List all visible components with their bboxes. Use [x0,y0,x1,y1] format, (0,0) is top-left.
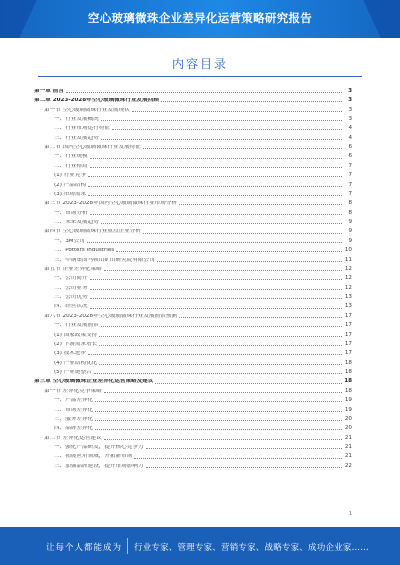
toc-entry-label: 三、服务差异化 [54,416,94,422]
toc-entry-page: 22 [344,462,352,469]
toc-entry-page: 4 [348,125,352,132]
toc-entry-page: 3 [348,106,352,113]
toc-entry-label: 二、行业格局 [54,163,88,169]
table-of-contents [34,85,352,469]
toc-entry-label: 第一节 空心玻璃微珠行业发展现状 [44,107,130,113]
toc-entry-page: 7 [348,181,352,188]
toc-entry-page: 12 [344,265,352,272]
toc-section-entry[interactable] [34,432,352,441]
toc-entry-label: (1) 行业竞争 [54,173,87,179]
toc-section-entry[interactable] [34,141,352,150]
toc-leader-dots [90,308,342,309]
toc-entry-label: 一、行业规模 [54,154,88,160]
toc-entry-label: 第三节 2023-2028年国内空心玻璃微珠行业市场分析 [44,201,177,207]
toc-entry-label: 二、行业市场运行特征 [54,126,110,132]
toc-subsection-entry[interactable] [34,282,352,291]
toc-entry-page: 6 [348,144,352,151]
toc-subsection-entry[interactable] [34,413,352,422]
toc-entry-label: 二、未来发展趋势 [54,220,99,226]
report-title: 空心玻璃微珠企业差异化运营策略研究报告 [87,11,313,25]
toc-subsection-entry[interactable] [34,338,352,347]
toc-entry-page: 20 [344,425,352,432]
toc-subsection-entry[interactable] [34,160,352,169]
toc-section-entry[interactable] [34,198,352,207]
toc-entry-page: 9 [348,237,352,244]
toc-entry-page: 18 [344,369,352,376]
toc-entry-label: 四、经营状况 [54,304,88,310]
toc-entry-page: 18 [344,387,352,394]
toc-entry-label: 第一章 前言 [34,88,64,94]
toc-leader-dots [90,289,342,290]
toc-leader-dots [146,467,342,468]
toc-entry-label: 四、品牌差异化 [54,426,94,432]
page-number: 1 [348,511,352,517]
toc-leader-dots [90,214,342,215]
toc-leader-dots [95,401,342,402]
toc-leader-dots [95,420,342,421]
toc-leader-dots [101,326,342,327]
toc-entry-label: (3) 技术进步 [54,351,87,357]
toc-subsection-entry[interactable] [34,348,352,357]
toc-entry-page: 12 [344,275,352,282]
toc-entry-label: 第二章 2023-2028年空心玻璃微珠行业发展回顾 [34,98,159,104]
toc-entry-label: 一、3M公司 [54,238,85,244]
toc-entry-page: 18 [344,378,352,385]
toc-leader-dots [101,139,342,140]
toc-subsection-entry[interactable] [34,301,352,310]
toc-entry-label: (1) 国家政策支持 [54,332,98,338]
toc-subsection-entry[interactable] [34,169,352,178]
toc-subsection-entry[interactable] [34,394,352,403]
toc-leader-dots [90,167,342,168]
toc-leader-dots [95,429,342,430]
toc-section-entry[interactable] [34,263,352,272]
toc-subsection-entry[interactable] [34,244,352,253]
toc-entry-page: 3 [348,97,352,104]
toc-entry-page: 7 [348,162,352,169]
toc-subsection-entry[interactable] [34,151,352,160]
toc-subsection-entry[interactable] [34,329,352,338]
toc-leader-dots [99,345,342,346]
toc-chapter-entry[interactable] [34,94,352,103]
toc-entry-page: 3 [348,87,352,94]
toc-leader-dots [94,373,342,374]
toc-leader-dots [179,317,342,318]
footer-slogan: 让每个人都能成为 [46,543,123,553]
toc-entry-page: 10 [344,247,352,254]
toc-leader-dots [95,411,342,412]
toc-entry-page: 17 [344,312,352,319]
toc-entry-page: 13 [344,294,352,301]
toc-entry-page: 17 [344,322,352,329]
toc-subsection-entry[interactable] [34,235,352,244]
toc-subsection-entry[interactable] [34,451,352,460]
toc-subsection-entry[interactable] [34,207,352,216]
toc-subsection-entry[interactable] [34,291,352,300]
toc-subsection-entry[interactable] [34,441,352,450]
toc-subsection-entry[interactable] [34,319,352,328]
toc-section-entry[interactable] [34,226,352,235]
toc-entry-label: 第六节 2023-2028年空心玻璃微珠行业发展前景预测 [44,313,177,319]
toc-section-entry[interactable] [34,104,352,113]
toc-leader-dots [101,223,342,224]
toc-entry-label: (5) 产业链整合 [54,370,92,376]
footer-divider [127,538,128,554]
toc-leader-dots [179,204,342,205]
toc-leader-dots [116,251,342,252]
toc-section-entry[interactable] [34,310,352,319]
toc-subsection-entry[interactable] [34,188,352,197]
toc-leader-dots [104,392,342,393]
toc-entry-label: 二、公司业务 [54,285,88,291]
toc-leader-dots [99,364,342,365]
toc-leader-dots [101,120,342,121]
toc-entry-page: 12 [344,284,352,291]
toc-entry-page: 20 [344,415,352,422]
toc-entry-page: 9 [348,219,352,226]
toc-entry-page: 17 [344,350,352,357]
toc-entry-page: 8 [348,209,352,216]
toc-entry-page: 9 [348,228,352,235]
toc-heading: 内容目录 [171,57,228,71]
toc-entry-label: 二、拓展应用领域，开拓新市场 [54,454,133,460]
toc-section-entry[interactable] [34,385,352,394]
toc-leader-dots [88,195,342,196]
toc-entry-label: 第二节 国内空心玻璃微珠行业发展特征 [44,145,141,151]
toc-subsection-entry[interactable] [34,404,352,413]
toc-leader-dots [66,92,342,93]
toc-leader-dots [88,354,342,355]
toc-entry-label: 一、产品差异化 [54,398,94,404]
toc-entry-label: 第二节 差异化运营建议 [44,435,102,441]
toc-entry-label: 三、行业发展趋势 [54,135,99,141]
toc-divider [38,76,362,77]
toc-entry-page: 17 [344,340,352,347]
toc-leader-dots [143,148,342,149]
toc-entry-page: 11 [344,256,352,263]
toc-entry-label: 一、强化产品研发，提升核心竞争力 [54,445,144,451]
toc-leader-dots [161,101,342,102]
toc-entry-label: (2) 产品结构 [54,182,87,188]
toc-leader-dots [104,270,342,271]
toc-entry-page: 21 [344,444,352,451]
footer-tagline: 行业专家、管理专家、营销专家、战略专家、成功企业家…… [134,543,369,553]
toc-leader-dots [146,448,342,449]
toc-leader-dots [87,242,342,243]
toc-entry-page: 17 [344,331,352,338]
toc-entry-page: 21 [344,434,352,441]
toc-entry-page: 3 [348,115,352,122]
toc-entry-page: 6 [348,153,352,160]
toc-subsection-entry[interactable] [34,113,352,122]
toc-entry-label: 第五节 企业差异化策略 [44,266,102,272]
toc-subsection-entry[interactable] [34,366,352,375]
toc-leader-dots [134,458,342,459]
toc-entry-page: 7 [348,190,352,197]
toc-entry-label: 三、公司优势 [54,295,88,301]
toc-entry-label: 三、中钢集团马鞍山矿山研究院有限公司 [54,257,155,263]
toc-entry-page: 18 [344,359,352,366]
toc-entry-page: 4 [348,134,352,141]
toc-entry-label: (3) 市场需求 [54,191,87,197]
toc-entry-page: 19 [344,406,352,413]
toc-leader-dots [88,176,342,177]
toc-entry-page: 7 [348,172,352,179]
page-header [0,0,400,38]
toc-subsection-entry[interactable] [34,123,352,132]
toc-leader-dots [143,233,342,234]
toc-entry-label: 第一节 差异化竞争策略 [44,388,102,394]
toc-leader-dots [90,298,342,299]
toc-entry-label: 一、行业发展概况 [54,116,99,122]
toc-leader-dots [157,261,342,262]
toc-entry-page: 8 [348,200,352,207]
toc-leader-dots [132,111,342,112]
toc-leader-dots [155,383,342,384]
toc-entry-page: 19 [344,397,352,404]
toc-entry-label: 三、加强品牌建设，提升市场影响力 [54,463,144,469]
toc-subsection-entry[interactable] [34,273,352,282]
toc-leader-dots [90,279,342,280]
toc-chapter-entry[interactable] [34,85,352,94]
toc-entry-label: 第三章 空心玻璃微珠企业差异化运营策略及建议 [34,379,154,385]
toc-chapter-entry[interactable] [34,376,352,385]
toc-entry-label: 一、公司简介 [54,276,88,282]
toc-entry-label: 二、市场差异化 [54,407,94,413]
toc-subsection-entry[interactable] [34,423,352,432]
toc-leader-dots [112,129,342,130]
toc-leader-dots [90,158,342,159]
toc-entry-page: 13 [344,303,352,310]
toc-subsection-entry[interactable] [34,132,352,141]
toc-entry-label: 一、行业发展前景 [54,323,99,329]
toc-entry-label: 一、市场分析 [54,210,88,216]
toc-entry-label: 第四节 空心玻璃微珠行业重点企业分析 [44,229,141,235]
toc-entry-label: (2) 下游需求增长 [54,341,98,347]
toc-subsection-entry[interactable] [34,179,352,188]
toc-entry-label: (4) 产业结构优化 [54,360,98,366]
toc-subsection-entry[interactable] [34,216,352,225]
toc-subsection-entry[interactable] [34,357,352,366]
page-footer [0,527,400,565]
toc-leader-dots [104,439,342,440]
toc-leader-dots [99,336,342,337]
toc-subsection-entry[interactable] [34,254,352,263]
toc-entry-page: 21 [344,453,352,460]
toc-subsection-entry[interactable] [34,460,352,469]
toc-entry-label: 二、Potters Industries [54,248,115,254]
toc-leader-dots [88,186,342,187]
